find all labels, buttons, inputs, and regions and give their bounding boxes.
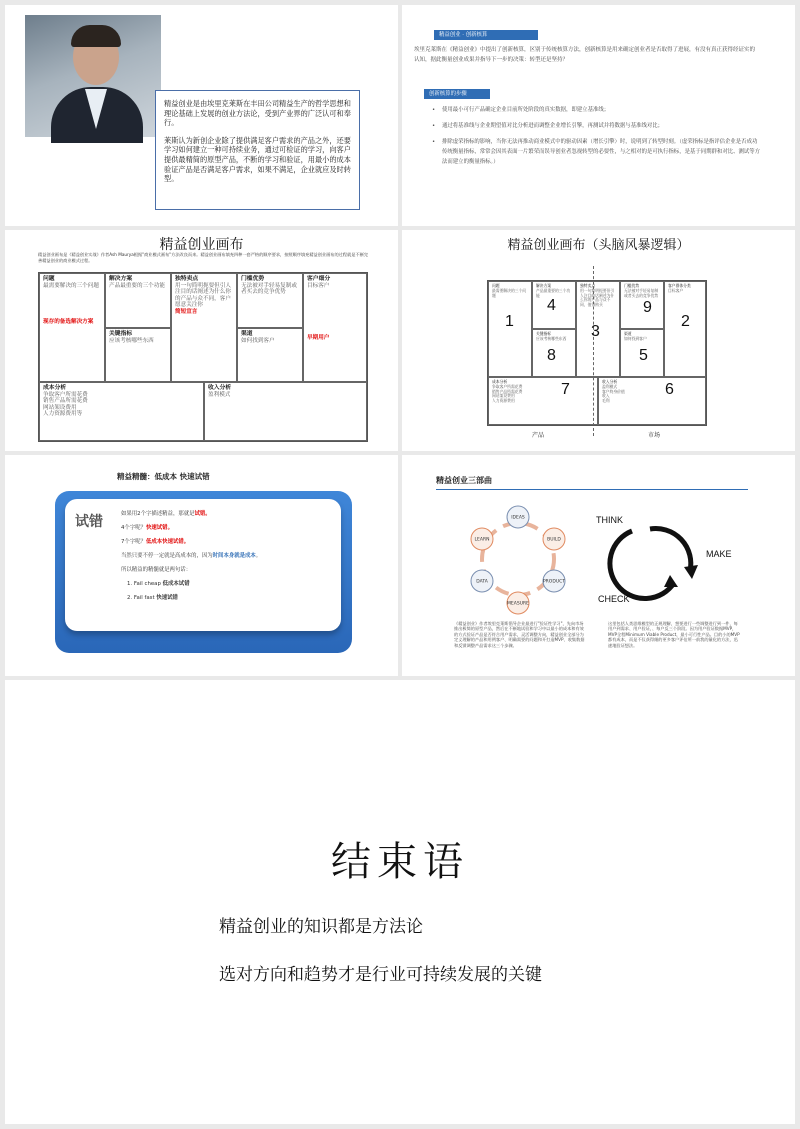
lean-canvas-numbered [487, 280, 707, 426]
author-photo [25, 15, 161, 137]
section-tag-steps: 创新核算的步骤 [424, 89, 490, 99]
slide-three-steps [402, 455, 795, 676]
cell-key-metrics: 关键指标 应该考核哪些东西 8 [532, 329, 576, 377]
slide-innovation-accounting [402, 5, 795, 226]
cell-channels: 渠道 如何找到客户 [237, 328, 303, 382]
lean-canvas [38, 272, 368, 442]
cell-customer-segments: 客户细分 目标客户 早期用户 [303, 273, 367, 382]
steps-list [432, 105, 762, 173]
page-title: 精益创业画布（头脑风暴逻辑） [507, 238, 690, 253]
intro-para-1: 精益创业是由埃里克莱斯在丰田公司精益生产的哲学思想和理论基础上发展的创业方法论，受到产业界的广泛认可和奉行。 [164, 99, 351, 128]
cell-uvp: 独特卖点 用一句简明扼要但引人注目的话阐述为什么你的产品与众不同，值得购买 3 [576, 281, 620, 377]
data-label: DATA [476, 579, 488, 585]
cycle-arrow-right [650, 529, 691, 571]
cell-key-metrics: 关键指标 应该考核哪些东西 [105, 328, 171, 382]
conclusion-line-1: 精益创业的知识都是方法论 [219, 917, 423, 937]
learn-label: LEARN [474, 537, 490, 543]
think-make-check-diagram [592, 511, 752, 611]
page-title: 精益创业画布 [159, 237, 244, 253]
slide-conclusion [5, 680, 795, 1124]
check-label: CHECK [598, 594, 630, 604]
cell-uvp: 独特卖点 用一句简明扼要但引人注目的话阐述为什么你的产品与众不同，客户愿意关注你 简短宣言 [171, 273, 237, 382]
arrow-head-icon [684, 565, 698, 579]
measure-label: MEASURE [507, 601, 529, 607]
conclusion-line-2: 选对方向和趋势才是行业可持续发展的关键 [219, 965, 542, 985]
slide-lean-canvas [5, 230, 398, 451]
list-item: • 排除虚荣指标的影响，当你无法再推动商业模式中的驱动因素（增长引擎）时，说明到了转型时刻。（虚荣指标是指评估企业是否成功传统衡量指标，常常会因其表面一片繁荣而误导创业者忽视转型的必要性，与之相对的是可执行指标，是基于同期群和对比、测试等方法而建立的衡量指标。） [432, 137, 762, 173]
cell-customer-segments: 客户群体分类 目标客户 2 [664, 281, 706, 377]
keyword-label: 试错 [75, 514, 103, 530]
cell-problem: 问题 最需要解决的三个问题 1 [488, 281, 532, 377]
canvas-description: 精益创业画布是《精益创业实战》作者Ash Maurya根据"商业模式画布"方法改良而来。精益创业画布填充四种一套严格的顺序要求，按照顺序填充精益创业画布的过程就是不断完善精益创业的商业模式过程。 [38, 252, 368, 264]
list-item: • 使用最小可行产品确定企业目前所处阶段的真实数据，即建立基准线； [432, 105, 762, 121]
arrow-head-icon [664, 575, 678, 587]
cell-unfair-advantage: 门槛优势 无法被对手轻易复制或者买去的竞争优势 [237, 273, 303, 328]
accounting-intro: 埃里克莱斯在《精益创业》中提出了创新核算，区别于传统核算方法，创新核算是用来确定创业者是否取得了进展，有没有真正获得经证实的认知，据此衡量创业成果并指导下一步的决策：转型还是坚持？ [414, 47, 756, 63]
right-description: 这里包括人类思维模型的正规理解，想要进行一些调整进行到一件，每用户到需求、用户验证，、每户反三个阶段。因为用户验证数据MVP，MVP全程Minimum Viable Product，最小可行性产品。目的小的MVP都有成本，而是不仅获得细的更多客户评估所一前我的量化的方法，迅速地验证想法。 [608, 621, 740, 648]
think-label: THINK [596, 515, 623, 525]
label-market: 市场 [648, 432, 661, 439]
cell-problem: 问题 最需要解决的三个问题 现存的备选解决方案 [39, 273, 105, 382]
list-item: • 通过将基准线与企业期望值对比分析进而调整企业增长引擎，再测试并将数据与基准线对比； [432, 121, 762, 137]
cell-cost-structure: 成本分析 争取客户所需花费 销售产品所需花费 网站架设费用 人力资源费用 7 [488, 377, 598, 425]
page-title: 结束语 [331, 839, 469, 885]
left-description: 《精益创业》作者埃里克莱斯倡导企业最进行"验证性学习"，先向市场推出极简的原型产品，然后在不断地试验和学习中以最小的成本和有效的方式验证产品是否符合用户需求，灵活调整方向，精益创业全部分为定义理解的产品和用例客户、明确需要的问题和开打造MVP、收集数据和反馈调整产品需求这三个步骤。 [454, 621, 585, 648]
slide-lean-canvas-logic [402, 230, 795, 451]
build-label: BUILD [547, 537, 561, 543]
cell-solution: 解决方案 产品最重要的三个功能 4 [532, 281, 576, 329]
build-measure-learn-diagram [458, 497, 578, 619]
make-label: MAKE [706, 549, 732, 559]
cell-unfair-advantage: 门槛优势 无法被对手轻易复制或者买去的竞争优势 9 [620, 281, 664, 329]
ideas-label: IDEAS [511, 515, 525, 521]
label-product: 产品 [532, 432, 545, 439]
page-title: 精益精髓：低成本 快速试错 [117, 472, 210, 481]
cell-solution: 解决方案 产品最重要的三个功能 [105, 273, 171, 328]
slide-fast-trial [5, 455, 398, 676]
cell-revenue: 收入分析 盈利模式 客户终身价值 收入 毛利 6 [598, 377, 706, 425]
intro-para-2: 莱斯认为新创企业除了提供满足客户需求的产品之外，还要学习如何建立一种可持续业务，通过可检证的学习，向客户提供最精简的原型产品，不断的学习和验证，用最小的成本验证产品是否满足客户需求，如果不满足，企业就应及时转型。 [164, 135, 351, 184]
cell-revenue: 收入分析 盈利模式 [204, 382, 367, 441]
page-title: 精益创业三部曲 [436, 476, 492, 485]
cycle-arrow-left [610, 531, 674, 599]
trial-text: 如果用2个字描述精益，那就是试错。 4个字呢？快速试错。 7个字呢？低成本快速试错。 当然只要不停一定就是高成本的，因为时间本身就是成本。 所以精益的精髓就是两句话： 1. Fail cheap 低成本试错 2. Fail fast 快速试错 [121, 511, 262, 601]
product-label: PRODUCT [542, 579, 566, 585]
section-tag-accounting: 精益创业 · 创新核算 [434, 30, 538, 40]
slide-intro [5, 5, 398, 226]
title-underline [436, 489, 748, 490]
intro-text-box [155, 90, 360, 210]
cell-cost-structure: 成本分析 争取客户所需花费 销售产品所需花费 网站架设费用 人力资源费用等 [39, 382, 204, 441]
cell-channels: 渠道 如何找到客户 5 [620, 329, 664, 377]
